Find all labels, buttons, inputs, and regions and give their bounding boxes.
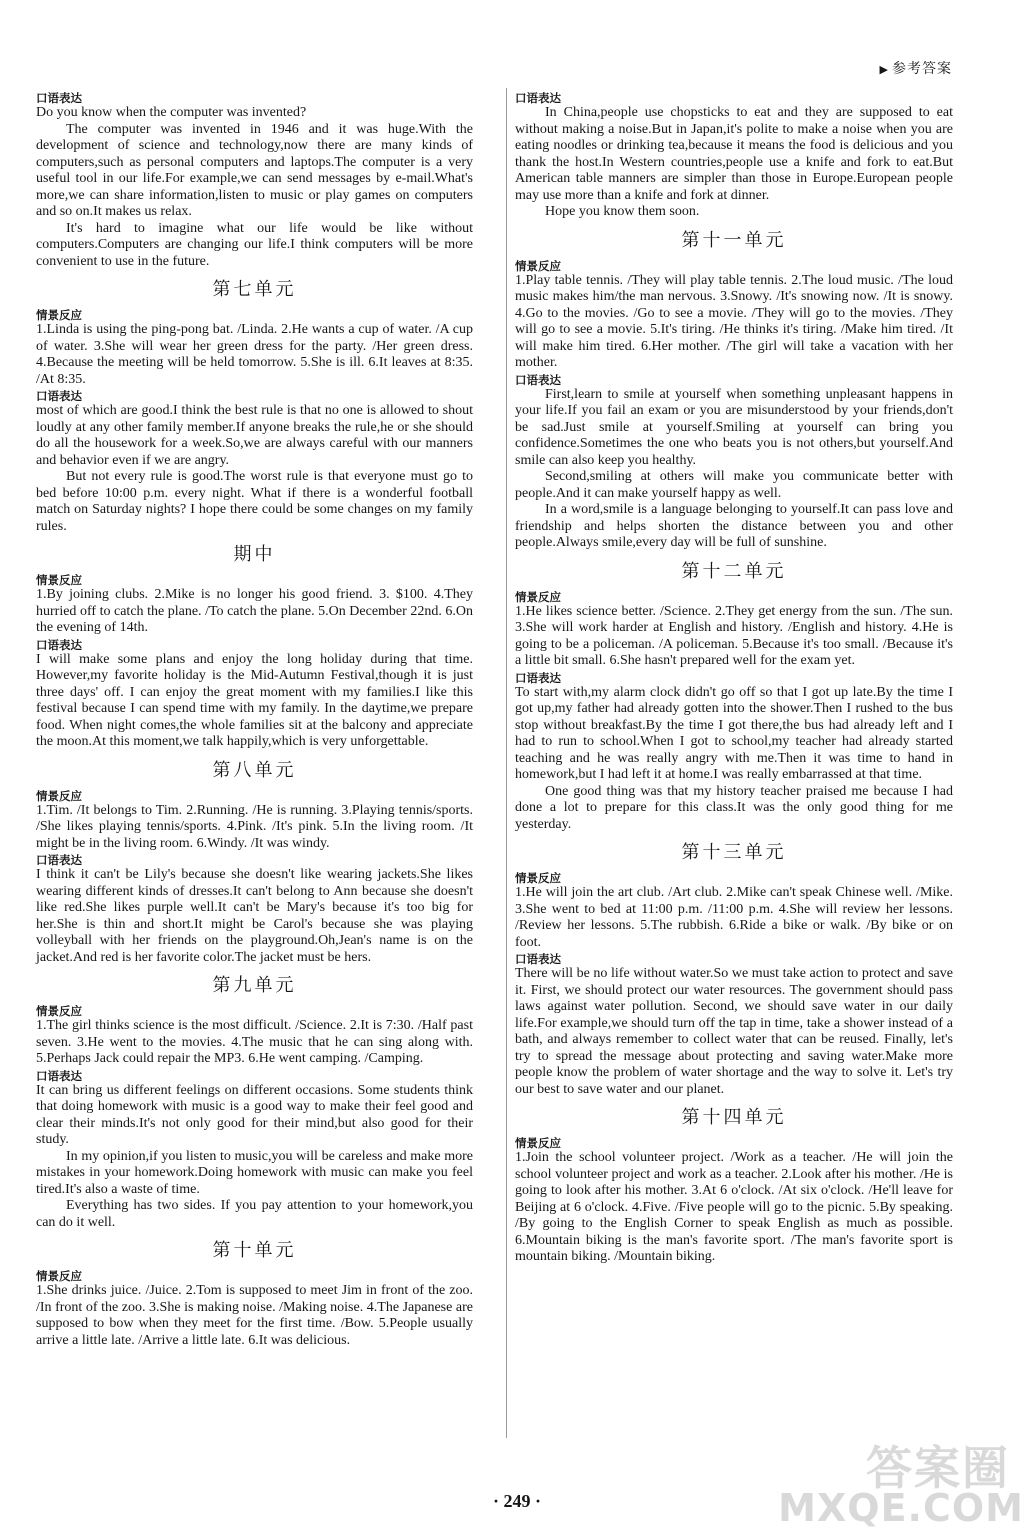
answer-paragraph: 1.Play table tennis. /They will play table tennis. 2.The loud music. /The loud music makes him/the man nervous. 3.Snowy. /It's snowing now. /It is snowy. 4.Go to the movies. /Go to see a movie. /They will go to the movies. /They will go to see a movie. 5.It's tiring. /He thinks it's tiring. /Make him tired. /It will make him tired. 6.Her mother. /The girl will take a vacation with her mother. [515, 272, 953, 370]
column-divider [506, 88, 507, 1438]
answer-section [36, 1069, 473, 1232]
watermark-url: MXQE.COM [778, 1486, 1024, 1530]
answer-paragraph: But not every rule is good.The worst rule is that everyone must go to bed before 10:00 p.m. every night. What if there is a wonderful football match on Saturday nights? I hope there could be some changes on my family rules. [36, 469, 473, 534]
answer-section [515, 590, 953, 670]
answer-paragraph: 1.The girl thinks science is the most difficult. /Science. 2.It is 7:30. /Half past seven. 3.He went to the movies. 4.The music that he can sing along with. 5.Perhaps Jack could repair the MP3. 6.He went camping. /Camping. [36, 1018, 473, 1066]
section-label: 情景反应 [515, 1136, 561, 1150]
unit-heading: 第八单元 [212, 759, 297, 781]
answer-paragraph: 1.She drinks juice. /Juice. 2.Tom is supposed to meet Jim in front of the zoo. /In front of the zoo. 3.She is making noise. /Making noise. 4.The Japanese are supposed to bow when they meet for the first time. /Bow. 5.People usually arrive a little late. /Arrive a little late. 6.It was delicious. [36, 1283, 473, 1348]
answer-paragraph: Do you know when the computer was invented? [36, 105, 307, 120]
section-label: 情景反应 [515, 589, 561, 604]
section-label: 情景反应 [36, 573, 82, 587]
answer-paragraph: I will make some plans and enjoy the long holiday during that time. However,my favorite holiday is the Mid-Autumn Festival,though it is just three days' off. I can enjoy the great moment with my families.I like this festival because I can spend time with my family. In the daytime,we prepare food. When night comes,the whole families sit at the balcony and appreciate the moon.At this moment,we talk happily,which is very unforgettable. [36, 651, 473, 749]
answer-paragraph: In China,people use chopsticks to eat and they are supposed to eat without making a noise.But in Japan,it's polite to make a noise when you are eating noodles or drinking tea,because it means the food is delicious and you thank the host.In Western countries,people use a knife and fork to eat.But American table manners are simpler than those in Europe.European people may use more than a knife and fork at dinner. [515, 105, 953, 203]
answer-section [515, 91, 953, 221]
section-label: 情景反应 [36, 1004, 82, 1018]
page-number: · 249 · [492, 1491, 541, 1511]
answer-paragraph: Hope you know them soon. [545, 204, 700, 219]
answer-paragraph: To start with,my alarm clock didn't go off so that I got up late.By the time I got up,my father had already gotten into the shower.Then I rushed to the bus stop without breakfast.By the time I got there,the bus had already left and I had to run to school.When I got to school,my teacher had already started teaching and he was really angry with me.Then it was time to hand in homework,but I had left it at home.I was really embarrassed at that time. [515, 684, 953, 782]
answer-paragraph: In a word,smile is a language belonging to yourself.It can pass love and friendship and helps shorten the distance between you and other people.Always smile,every day will be full of sunshine. [515, 502, 953, 550]
answer-section [36, 573, 473, 637]
answer-paragraph: 1.Tim. /It belongs to Tim. 2.Running. /He is running. 3.Playing tennis/sports. /She likes playing tennis/sports. 4.Pink. /It's pink. 5.In the living room. /It might be in the living room. 6.Windy. /It was windy. [36, 802, 473, 851]
answer-section [515, 952, 953, 1098]
section-label: 口语表达 [36, 91, 82, 105]
answer-section [36, 389, 473, 535]
answer-paragraph: Second,smiling at others will make you communicate better with people.And it can make yourself happy as well. [515, 469, 953, 501]
unit-heading: 第十单元 [212, 1240, 297, 1261]
answer-section [515, 871, 953, 951]
answer-paragraph: 1.Linda is using the ping-pong bat. /Linda. 2.He wants a cup of water. /A cup of water. 3.She will wear her green dress for the party. /Her green dress. 4.Because the meeting will be held tomorrow. 5.She is ill. 6.It leaves at 8:35. /At 8:35. [36, 322, 473, 387]
answer-paragraph: It can bring us different feelings on different occasions. Some students think that doing homework with music is a good way to make their feel good and clear their minds.It's not only good for their mind,but also good for their study. [36, 1082, 473, 1147]
answer-paragraph: One good thing was that my history teacher praised me because I had done a lot to prepare for this class.It was the only good thing for me yesterday. [515, 783, 953, 832]
section-label: 情景反应 [515, 871, 561, 885]
answer-section [36, 638, 473, 751]
answer-section [515, 373, 953, 552]
answer-paragraph: most of which are good.I think the best rule is that no one is allowed to shout loudly at any other family member.If anyone breaks the rule,he or she should do all the housework for a week.So,we are always careful with our manners and behavior even if we are angry. [36, 403, 473, 468]
answer-paragraph: 1.He will join the art club. /Art club. 2.Mike can't speak Chinese well. /Mike. 3.She went to bed at 11:00 p.m. /11:00 p.m. 4.She will review her lessons. /Review her lessons. 5.The rubbish. 6.Ride a bike or walk. /By bike or on foot. [515, 885, 953, 950]
answer-section [36, 1004, 473, 1068]
section-label: 口语表达 [515, 670, 561, 685]
answer-paragraph: 1.He likes science better. /Science. 2.They get energy from the sun. /The sun. 3.She will work harder at English and history. /English and history. 4.He is going to be a policeman. /A policeman. 5.Because it's too small. /Because it's a little bit small. 6.She hasn't prepared well for the exam yet. [515, 603, 953, 668]
unit-heading: 第九单元 [212, 975, 297, 996]
watermark-logo [778, 1432, 1030, 1532]
section-label: 口语表达 [36, 1068, 82, 1083]
section-label: 口语表达 [515, 952, 561, 966]
right-column [515, 90, 953, 1266]
answer-section [515, 671, 953, 834]
answer-section [36, 853, 473, 966]
answer-section [36, 789, 473, 853]
answer-paragraph: It's hard to imagine what our life would be like without computers.Computers are changing our life.I think computers will be more convenient to use in the future. [36, 220, 473, 269]
answer-paragraph: Everything has two sides. If you pay attention to your homework,you can do it well. [36, 1198, 473, 1230]
section-label: 口语表达 [36, 853, 82, 867]
answer-paragraph: The computer was invented in 1946 and it was huge.With the development of science and technology,now there are many kinds of computers,such as personal computers and laptops.The computer is a very useful tool in our life.For example,we can send messages by e-mail.What's more,we can share information,listen to music or play games on computers and so on.It makes us relax. [36, 121, 473, 219]
section-label: 口语表达 [36, 637, 82, 652]
answer-section [36, 91, 473, 270]
answer-section [36, 308, 473, 388]
answer-paragraph: There will be no life without water.So we must take action to protect and save it. First, we should protect our water resources. The government should pass laws against water pollution. Second, we should save water in our daily life.For example,we should turn off the tap in time, take a shower instead of a bath, and always remember to collect water that can be reused. Finally, let's try to spread the message about protecting and saving water.Make more people know the problem of water shortage and the way to solve it. Let's try our best to save water and our planet. [515, 966, 953, 1097]
section-label: 情景反应 [36, 788, 82, 803]
answer-paragraph: 1.By joining clubs. 2.Mike is no longer his good friend. 3. $100. 4.They hurried off to catch the plane. /To catch the plane. 5.On December 22nd. 6.On the evening of 14th. [36, 587, 473, 635]
unit-heading: 第十二单元 [681, 560, 787, 582]
answer-section [36, 1269, 473, 1349]
unit-heading: 第十一单元 [681, 229, 787, 251]
unit-heading: 期中 [233, 544, 276, 565]
section-label: 情景反应 [36, 1269, 82, 1283]
watermark-chars: 答案圈 [866, 1441, 1010, 1495]
answer-section [515, 1136, 953, 1266]
answer-paragraph: I think it can't be Lily's because she doesn't like wearing jackets.She likes wearing different kinds of dresses.It can't belong to Ann because she doesn't like red.She likes purple well.It can't be Mary's because it's too big for her.She is thin and short.It might be Carol's because she was playing volleyball with her friends on the playground.Oh,Jean's name is on the jacket.And red is her favorite color.The jacket must be hers. [36, 867, 473, 965]
section-label: 口语表达 [515, 91, 561, 105]
answer-paragraph: First,learn to smile at yourself when something unpleasant happens in your life.If you fail an exam or you are misunderstood by your friends,don't be sad.Just smile at yourself.Smiling at yourself can bring you confidence.Sometimes the one who beats you is not others,but yourself.And smile can also keep you healthy. [515, 386, 953, 468]
section-label: 情景反应 [36, 308, 82, 322]
answer-key-header [880, 58, 952, 78]
unit-heading: 第十三单元 [681, 842, 787, 863]
section-label: 情景反应 [515, 258, 561, 273]
left-column [36, 90, 473, 1349]
answer-key-label: 参考答案 [892, 61, 952, 77]
answer-paragraph: 1.Join the school volunteer project. /Work as a teacher. /He will join the school volunteer project and work as a teacher. 2.Look after his mother. /He is going to look after his mother. 3.At 6 o'clock. /At six o'clock. /He'll leave for Beijing at 6 o'clock. 4.Five. /Five people will go to the picnic. 5.By speaking. /By going to the English Corner to speak English as much as possible. 6.Mountain biking is the man's favorite sport. /The man's favorite sport is mountain biking. /Mountain biking. [515, 1150, 953, 1264]
section-label: 口语表达 [36, 389, 82, 403]
section-label: 口语表达 [515, 372, 561, 387]
play-arrow-icon: ▶ [879, 63, 889, 76]
answer-paragraph: In my opinion,if you listen to music,you will be careless and make more mistakes in your homework.Doing homework with music can make you feel tired.It's also a waste of time. [36, 1148, 473, 1197]
answer-section [515, 259, 953, 372]
unit-heading: 第十四单元 [681, 1107, 787, 1128]
unit-heading: 第七单元 [212, 279, 297, 300]
